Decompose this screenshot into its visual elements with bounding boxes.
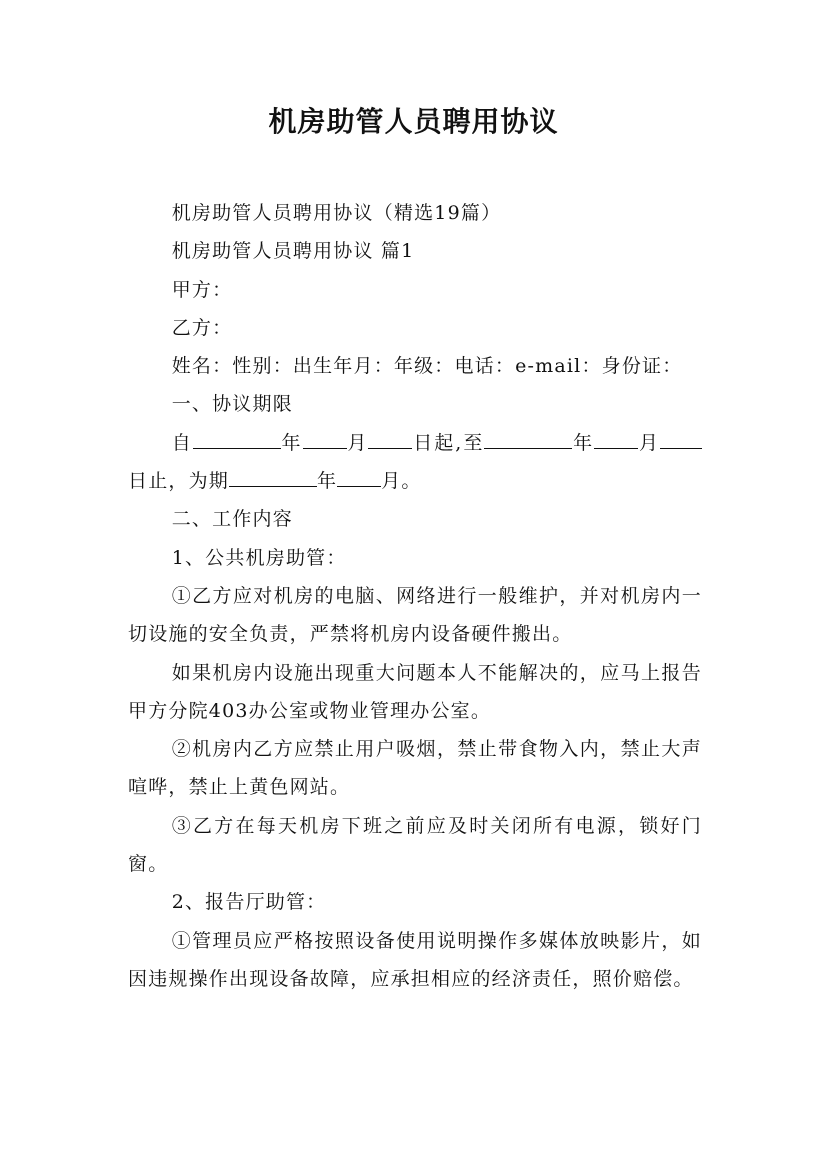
section-2-heading: 二、工作内容 <box>171 508 293 531</box>
item-1-paragraph: ③乙方在每天机房下班之前应及时关闭所有电源，锁好门窗。 <box>128 814 702 876</box>
item-1-paragraph: ②机房内乙方应禁止用户吸烟，禁止带食物入内，禁止大声喧哗，禁止上黄色网站。 <box>128 738 702 799</box>
item-2-paragraph: ①管理员应严格按照设备使用说明操作多媒体放映影片，如因违规操作出现设备故障，应承担相应的经济责任，照价赔偿。 <box>128 929 702 990</box>
term-text: 年 <box>280 431 303 454</box>
term-paragraph <box>128 424 702 501</box>
document-title: 机房助管人员聘用协议 <box>268 105 559 138</box>
term-text: 年 <box>317 470 338 493</box>
term-text: 日起,至 <box>412 431 485 454</box>
term-text: 自 <box>171 431 193 454</box>
term-text: 月 <box>638 431 661 454</box>
party-a-label: 甲方： <box>171 278 233 301</box>
article-heading: 机房助管人员聘用协议 篇1 <box>171 240 415 263</box>
duration-year-blank <box>229 466 317 487</box>
month-blank <box>594 428 638 449</box>
section-1-heading: 一、协议期限 <box>171 393 293 416</box>
day-blank <box>660 428 702 449</box>
party-b-fields: 姓名：性别：出生年月：年级：电话：e-mail：身份证： <box>171 355 683 378</box>
item-1-heading: 1、公共机房助管： <box>171 546 347 569</box>
year-blank <box>193 428 281 449</box>
party-b-label: 乙方： <box>171 316 233 339</box>
term-text: 月 <box>346 431 369 454</box>
duration-month-blank <box>337 466 381 487</box>
day-blank <box>368 428 412 449</box>
year-blank <box>484 428 572 449</box>
term-text: 月。 <box>381 470 422 493</box>
item-1-paragraph: 如果机房内设施出现重大问题本人不能解决的，应马上报告甲方分院403办公室或物业管理办公室。 <box>128 661 702 722</box>
subtitle: 机房助管人员聘用协议（精选19篇） <box>171 202 502 224</box>
term-text: 日止，为期 <box>128 470 230 493</box>
month-blank <box>303 428 347 449</box>
item-1-paragraph: ①乙方应对机房的电脑、网络进行一般维护，并对机房内一切设施的安全负责，严禁将机房内设备硬件搬出。 <box>128 584 702 646</box>
term-text: 年 <box>572 431 595 454</box>
document-body <box>128 194 702 998</box>
item-2-heading: 2、报告厅助管： <box>171 891 327 914</box>
